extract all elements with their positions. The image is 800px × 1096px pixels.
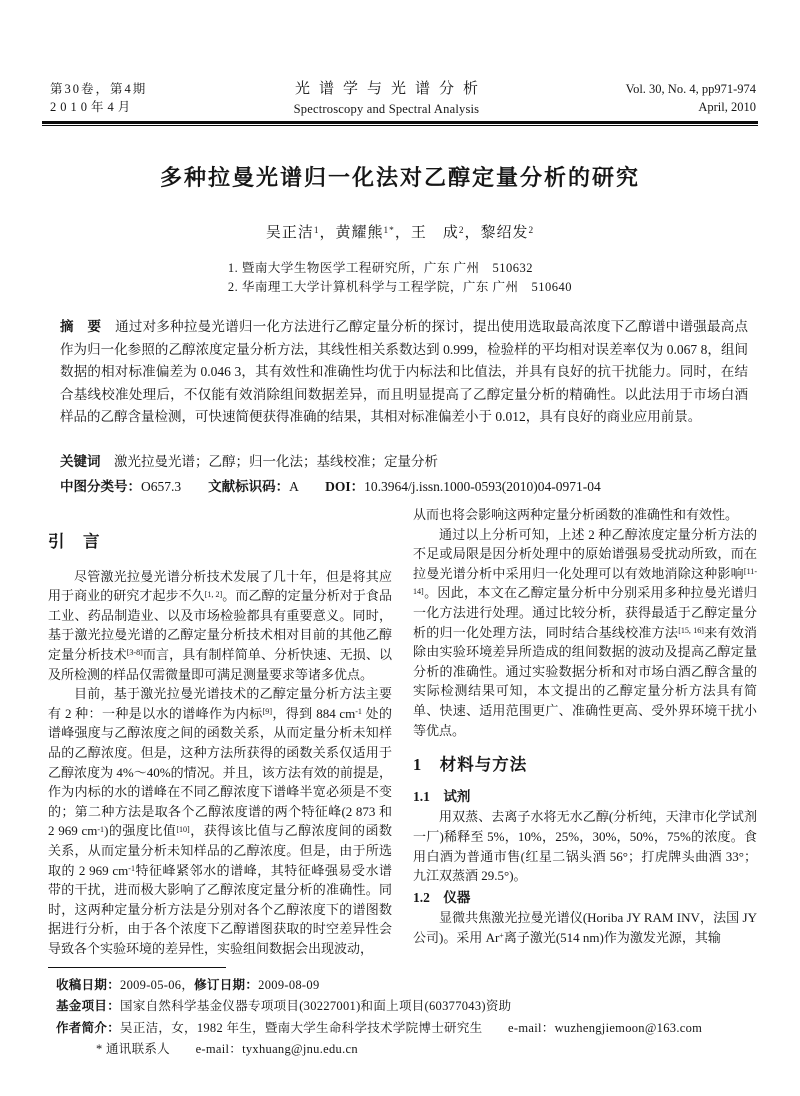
- intro-paragraph-2-continuation: 从而也将会影响这两种定量分析函数的准确性和有效性。: [413, 507, 739, 522]
- affiliations-list: [228, 259, 572, 297]
- author-bio-line: 作者简介：吴正洁，女，1982 年生，暨南大学生命科学技术学院博士研究生 e-mail：wuzhengjiemoon@163.com: [56, 1020, 703, 1035]
- article-meta: [60, 450, 748, 499]
- header-divider: [42, 121, 758, 126]
- right-column: [413, 505, 757, 958]
- abstract: 摘 要 通过对多种拉曼光谱归一化方法进行乙醇定量分析的探讨，提出使用选取最高浓度下乙醇谱中谱强最高点作为归一化参照的乙醇浓度定量分析方法，其线性相关系数达到 0.999，检验样的平均相对误差率仅为 0.067 8，组间数据的相对标准偏差为 0.046 3，其有效性和准确性均优于内标法和比值法，并具有良好的抗干扰能力。同时，在结合基线校准处理后，不仅能有效消除组间数据差异，而且明显提高了乙醇定量分析的精确性。以此法用于市场白酒样品的乙醇含量检测，可快速简便获得准确的结果，其相对标准偏差小于 0.012，具有良好的商业应用前景。: [60, 319, 748, 425]
- section-1-1-heading: 1.1 试剂: [413, 788, 471, 804]
- issue-date-en: April, 2010: [698, 100, 756, 114]
- intro-paragraph-3: 通过以上分析可知，上述 2 种乙醇浓度定量分析方法的不足或局限是因分析处理中的原始谱强易受扰动所致，而在拉曼光谱分析中采用归一化处理可以有效地消除这种影响[11-14]。因此，本文在乙醇定量分析中分别采用多种拉曼光谱归一化方法进行处理。通过比较分析，获得最适于乙醇定量分析的归一化处理方法，同时结合基线校准方法[15, 16]来有效消除由实验环境差异所造成的组间数据的波动及提高乙醇定量分析的准确性。通过实验数据分析和对市场白酒乙醇含量的实际检测结果可知，本文提出的乙醇定量分析方法具有简单、快速、适用范围更广、准确性更高、受外界环境干扰小等优点。: [413, 526, 757, 738]
- funding-line: 基金项目：国家自然科学基金仪器专项项目(30227001)和面上项目(60377043)资助: [56, 999, 512, 1014]
- journal-volume-block: [50, 80, 147, 116]
- section-1-2-heading: 1.2 仪器: [413, 889, 471, 905]
- intro-heading: 引 言: [48, 532, 101, 551]
- corresponding-author-line: * 通讯联系人 e-mail：tyxhuang@jnu.edu.cn: [96, 1041, 358, 1056]
- footnote-divider: [48, 967, 226, 968]
- affiliation-1: 1. 暨南大学生物医学工程研究所，广东 广州 510632: [227, 261, 534, 275]
- left-column: [48, 505, 392, 958]
- section-1-2-paragraph: 显微共焦激光拉曼光谱仪(Horiba JY RAM INV，法国 JY 公司)。采用 Ar+离子激光(514 nm)作为激发光源，其输: [413, 910, 757, 945]
- volume-issue-en: Vol. 30, No. 4, pp971-974: [625, 82, 756, 96]
- intro-paragraph-2: 目前，基于激光拉曼光谱技术的乙醇定量分析方法主要有 2 种：一种是以水的谱峰作为内标[9]，得到 884 $cm^{-1}$ 处的谱峰强度与乙醇浓度之间的函数关系，从而定量分析未知样品的乙醇浓度。但是，这种方法所获得的函数关系仅适用于乙醇浓度为 4%～40%的情况。并且，该方法有效的前提是，作为内标的水的谱峰在不同乙醇浓度下谱峰半宽必须是不变的；第二种方法是取各个乙醇浓度谱的两个特征峰(2 873 和 2 969 $cm^{-1}$)的强度比值[10]，获得该比值与乙醇浓度间的函数关系，从而定量分析未知样品的乙醇浓度。但是，由于所选取的 2 969 $cm^{-1}$特征峰紧邻水的谱峰，其特征峰强易受水谱带的干扰，进而极大影响了乙醇浓度定量分析的准确性。同时，这两种定量分析方法是分别对各个乙醇浓度下的谱图数据进行分析，由于各个浓度下乙醇谱图获取的时空差异性会导致各个实验环境的差异性，实验组间数据会出现波动，: [48, 686, 392, 956]
- journal-header: [50, 80, 756, 118]
- classification-line: 中图分类号：O657.3 文献标识码：A DOI：10.3964/j.issn.1000-0593(2010)04-0971-04: [60, 478, 601, 494]
- affiliation-2: 2. 华南理工大学计算机科学与工程学院，广东 广州 510640: [227, 280, 573, 294]
- section-1-heading: 1 材料与方法: [413, 755, 528, 775]
- journal-name-block: [286, 80, 487, 118]
- volume-issue-cn: 第30卷，第4期: [50, 82, 148, 96]
- body-columns: [48, 505, 757, 958]
- affiliations: [0, 259, 800, 297]
- section-1-1-paragraph: 用双蒸、去离子水将无水乙醇(分析纯，天津市化学试剂一厂)稀释至 5%，10%，25%，30%，50%，75%的浓度。食用白酒为普通市售(红星二锅头酒 56°；打虎牌头曲酒 33°；九江双蒸酒 29.5°)。: [413, 809, 757, 884]
- keywords-line: 关键词 激光拉曼光谱；乙醇；归一化法；基线校准；定量分析: [60, 454, 438, 469]
- author-line: 吴正洁$^1$，黄耀熊$^{1*}$，王 成$^2$，黎绍发$^2$: [265, 225, 535, 241]
- journal-volume-block-en: [626, 80, 756, 116]
- received-date-line: 收稿日期：2009-05-06，修订日期：2009-08-09: [56, 978, 320, 992]
- footnotes: [56, 975, 760, 1060]
- intro-paragraph-1: 尽管激光拉曼光谱分析技术发展了几十年，但是将其应用于商业的研究才起步不久[1, 2]。而乙醇的定量分析对于食品工业、药品制造业、以及市场检验都具有重要意义。同时，基于激光拉曼光谱的乙醇定量分析技术相对目前的其他乙醇定量分析技术[3-8]而言，具有制样简单、分析快速、无损、以及所检测的样品仅需微量即可满足测量要求等诸多优点。: [48, 568, 392, 682]
- journal-name-en: Spectroscopy and Spectral Analysis: [293, 102, 480, 116]
- article-title: 多种拉曼光谱归一化法对乙醇定量分析的研究: [159, 165, 640, 190]
- journal-name-cn: 光谱学与光谱分析: [294, 81, 487, 97]
- issue-date-cn: 2010年4月: [50, 100, 135, 114]
